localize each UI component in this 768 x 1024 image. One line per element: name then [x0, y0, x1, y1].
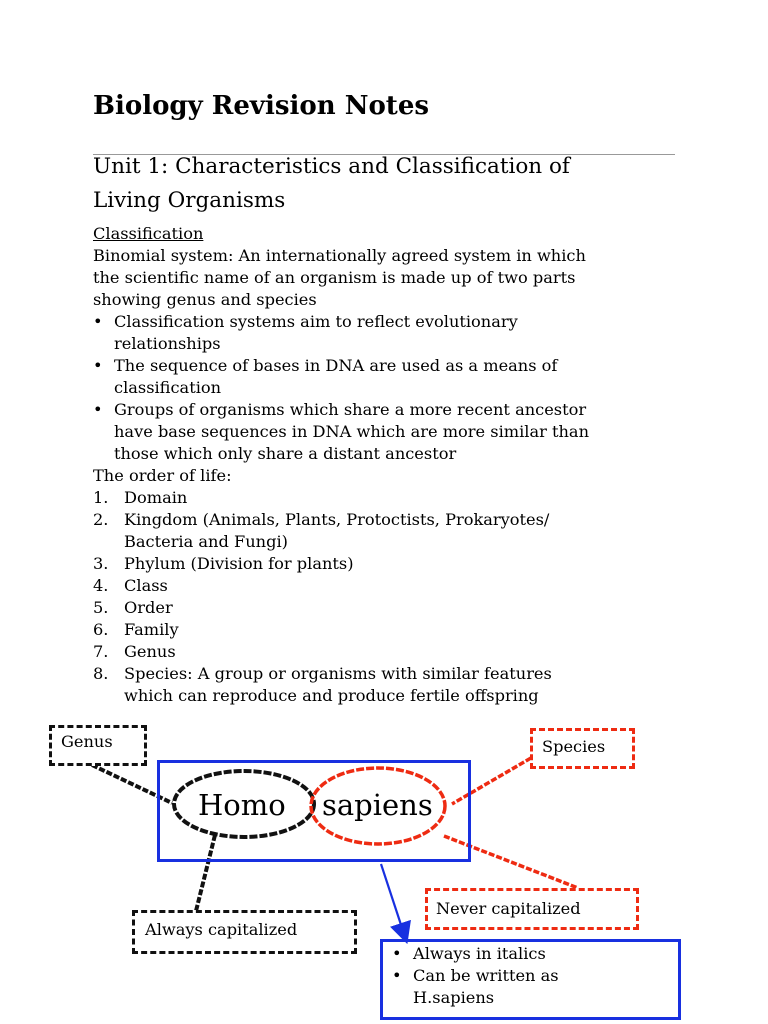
- notes-list: [392, 943, 559, 1009]
- unit-heading-line-2: Living Organisms: [93, 188, 286, 213]
- genus-word: Homo: [198, 788, 286, 822]
- bullet-text: The sequence of bases in DNA are used as a means of: [114, 356, 558, 375]
- list-text: Genus: [124, 642, 176, 661]
- definition-line: the scientific name of an organism is made up of two parts: [93, 268, 576, 287]
- species-word: sapiens: [322, 788, 433, 822]
- list-text: Kingdom (Animals, Plants, Protoctists, Prokaryotes/: [124, 510, 550, 529]
- bullet-icon: •: [93, 312, 103, 331]
- bullet-text: classification: [114, 378, 222, 397]
- never-capitalized-label: Never capitalized: [436, 899, 581, 918]
- species-label-box: [530, 728, 635, 769]
- definition-line: Binomial system: An internationally agreed system in which: [93, 246, 586, 265]
- section-label: Classification: [93, 224, 204, 243]
- list-number: 5.: [93, 598, 109, 617]
- note-text: H.sapiens: [413, 988, 495, 1007]
- list-number: 6.: [93, 620, 109, 639]
- order-intro: The order of life:: [93, 466, 232, 485]
- note-text: Always in italics: [413, 944, 546, 963]
- bullet-text: Classification systems aim to reflect evolutionary: [114, 312, 518, 331]
- bullet-icon: •: [93, 400, 103, 419]
- never-capitalized-box: [425, 888, 639, 930]
- bullet-text: Groups of organisms which share a more recent ancestor: [114, 400, 587, 419]
- list-number: 1.: [93, 488, 109, 507]
- list-number: 8.: [93, 664, 109, 683]
- definition-line: showing genus and species: [93, 290, 317, 309]
- list-text: Phylum (Division for plants): [124, 554, 354, 573]
- list-text: Order: [124, 598, 173, 617]
- list-number: 7.: [93, 642, 109, 661]
- bullet-text: those which only share a distant ancestor: [114, 444, 457, 463]
- list-text: which can reproduce and produce fertile offspring: [124, 686, 539, 705]
- bullet-icon: •: [93, 356, 103, 375]
- genus-label-box: [49, 725, 147, 766]
- list-number: 4.: [93, 576, 109, 595]
- species-label: Species: [542, 737, 606, 756]
- bullet-text: have base sequences in DNA which are more similar than: [114, 422, 589, 441]
- bullet-icon: •: [392, 944, 402, 963]
- list-text: Domain: [124, 488, 188, 507]
- bullet-text: relationships: [114, 334, 221, 353]
- list-text: Family: [124, 620, 179, 639]
- list-text: Species: A group or organisms with similar features: [124, 664, 552, 683]
- note-text: Can be written as: [413, 966, 559, 985]
- list-number: 2.: [93, 510, 109, 529]
- list-number: 3.: [93, 554, 109, 573]
- page-title: Biology Revision Notes: [93, 91, 429, 121]
- always-capitalized-box: [132, 910, 357, 954]
- list-text: Class: [124, 576, 168, 595]
- genus-label: Genus: [61, 732, 113, 751]
- bullet-icon: •: [392, 966, 402, 985]
- unit-heading-line-1: Unit 1: Characteristics and Classification of: [93, 154, 570, 179]
- list-text: Bacteria and Fungi): [124, 532, 288, 551]
- always-capitalized-label: Always capitalized: [145, 920, 298, 939]
